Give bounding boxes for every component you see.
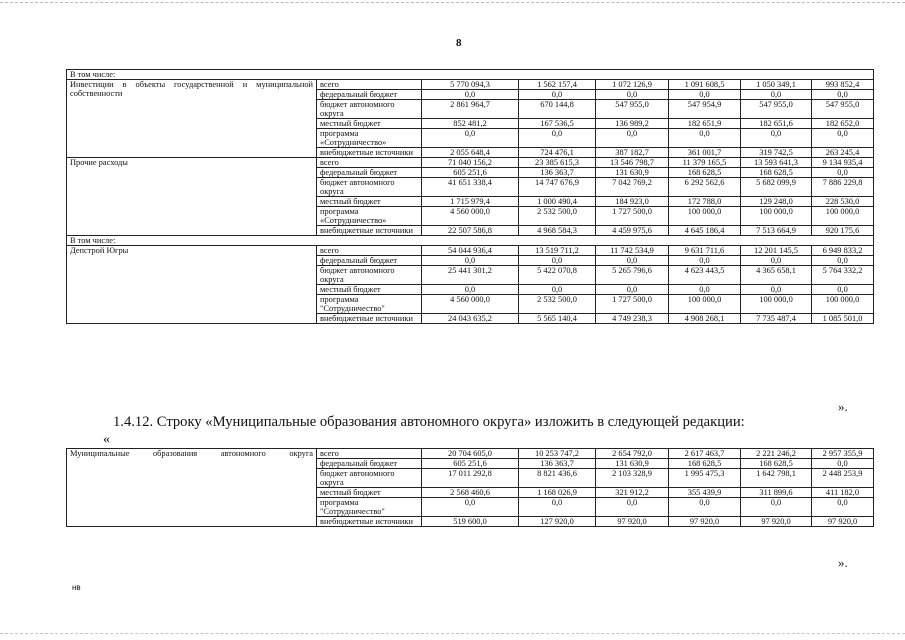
source-label: местный бюджет [317, 197, 422, 207]
value-cell: 1 727 500,0 [596, 295, 669, 314]
value-cell: 0,0 [519, 256, 596, 266]
value-cell: 184 923,0 [596, 197, 669, 207]
value-cell: 2 957 355,9 [812, 449, 874, 459]
source-label: местный бюджет [317, 119, 422, 129]
value-cell: 361 001,7 [669, 148, 741, 158]
value-cell: 0,0 [596, 129, 669, 148]
value-cell: 0,0 [596, 90, 669, 100]
source-label: бюджет автономного округа [317, 266, 422, 285]
source-label: всего [317, 246, 422, 256]
value-cell: 100 000,0 [669, 295, 741, 314]
value-cell: 127 920,0 [519, 517, 596, 527]
source-label: программа «Сотрудничество» [317, 207, 422, 226]
value-cell: 0,0 [669, 285, 741, 295]
source-label: федеральный бюджет [317, 459, 422, 469]
source-label: федеральный бюджет [317, 256, 422, 266]
value-cell: 131 630,9 [596, 459, 669, 469]
value-cell: 71 040 156,2 [422, 158, 519, 168]
value-cell: 20 704 605,0 [422, 449, 519, 459]
source-label: программа "Сотрудничество" [317, 295, 422, 314]
value-cell: 13 546 798,7 [596, 158, 669, 168]
value-cell: 136 363,7 [519, 168, 596, 178]
value-cell: 547 955,0 [812, 100, 874, 119]
section-header-row [67, 70, 874, 80]
value-cell: 1 091 608,5 [669, 80, 741, 90]
value-cell: 4 560 000,0 [422, 207, 519, 226]
source-label: внебюджетные источники [317, 226, 422, 236]
value-cell: 24 043 635,2 [422, 314, 519, 324]
value-cell: 0,0 [669, 498, 741, 517]
value-cell: 0,0 [812, 285, 874, 295]
amendment-paragraph: 1.4.12. Строку «Муниципальные образования автономного округа» изложить в следующей редакции: [113, 414, 745, 430]
value-cell: 547 955,0 [596, 100, 669, 119]
value-cell: 5 565 140,4 [519, 314, 596, 324]
value-cell: 11 379 165,5 [669, 158, 741, 168]
value-cell: 23 385 615,3 [519, 158, 596, 168]
value-cell: 54 044 936,4 [422, 246, 519, 256]
value-cell: 168 628,5 [669, 459, 741, 469]
category-name: Прочие расходы [67, 158, 317, 236]
value-cell: 13 593 641,3 [741, 158, 812, 168]
value-cell: 0,0 [519, 90, 596, 100]
closing-quote: ». [838, 399, 848, 414]
value-cell: 4 623 443,5 [669, 266, 741, 285]
value-cell: 605 251,6 [422, 459, 519, 469]
value-cell: 4 968 584,3 [519, 226, 596, 236]
section-header-row [67, 236, 874, 246]
value-cell: 100 000,0 [812, 207, 874, 226]
value-cell: 321 912,2 [596, 488, 669, 498]
source-label: федеральный бюджет [317, 168, 422, 178]
value-cell: 129 248,0 [741, 197, 812, 207]
category-name: Депстрой Югры [67, 246, 317, 324]
value-cell: 13 519 711,2 [519, 246, 596, 256]
source-label: всего [317, 158, 422, 168]
value-cell: 2 221 246,2 [741, 449, 812, 459]
source-label: бюджет автономного округа [317, 469, 422, 488]
value-cell: 0,0 [596, 498, 669, 517]
value-cell: 168 628,5 [741, 168, 812, 178]
value-cell: 0,0 [596, 285, 669, 295]
value-cell: 0,0 [422, 129, 519, 148]
value-cell: 0,0 [422, 498, 519, 517]
value-cell: 0,0 [741, 129, 812, 148]
value-cell: 355 439,9 [669, 488, 741, 498]
value-cell: 0,0 [741, 498, 812, 517]
value-cell: 2 055 648,4 [422, 148, 519, 158]
source-label: всего [317, 449, 422, 459]
value-cell: 5 682 099,9 [741, 178, 812, 197]
value-cell: 2 532 500,0 [519, 295, 596, 314]
value-cell: 6 292 562,6 [669, 178, 741, 197]
page-number: 8 [456, 37, 462, 49]
value-cell: 605 251,6 [422, 168, 519, 178]
value-cell: 1 715 979,4 [422, 197, 519, 207]
value-cell: 5 770 094,3 [422, 80, 519, 90]
value-cell: 167 536,5 [519, 119, 596, 129]
value-cell: 136 363,7 [519, 459, 596, 469]
value-cell: 136 989,2 [596, 119, 669, 129]
value-cell: 1 085 501,0 [812, 314, 874, 324]
value-cell: 547 954,9 [669, 100, 741, 119]
value-cell: 0,0 [812, 129, 874, 148]
value-cell: 0,0 [812, 498, 874, 517]
value-cell: 7 042 769,2 [596, 178, 669, 197]
scan-edge-top [0, 2, 905, 3]
value-cell: 0,0 [812, 256, 874, 266]
value-cell: 100 000,0 [812, 295, 874, 314]
value-cell: 5 422 070,8 [519, 266, 596, 285]
value-cell: 4 459 975,6 [596, 226, 669, 236]
municipal-table [66, 448, 874, 527]
value-cell: 4 645 186,4 [669, 226, 741, 236]
value-cell: 1 050 349,1 [741, 80, 812, 90]
value-cell: 0,0 [669, 129, 741, 148]
source-label: внебюджетные источники [317, 148, 422, 158]
value-cell: 7 735 487,4 [741, 314, 812, 324]
value-cell: 2 448 253,9 [812, 469, 874, 488]
value-cell: 5 265 796,6 [596, 266, 669, 285]
value-cell: 2 568 460,6 [422, 488, 519, 498]
category-name: Муниципальные образования автономного округа [67, 449, 317, 527]
value-cell: 993 852,4 [812, 80, 874, 90]
value-cell: 6 949 833,2 [812, 246, 874, 256]
value-cell: 9 134 935,4 [812, 158, 874, 168]
opening-quote: « [103, 432, 110, 447]
value-cell: 0,0 [812, 459, 874, 469]
value-cell: 263 245,4 [812, 148, 874, 158]
value-cell: 0,0 [519, 285, 596, 295]
value-cell: 670 144,8 [519, 100, 596, 119]
table-row [67, 158, 874, 168]
value-cell: 0,0 [812, 168, 874, 178]
value-cell: 182 651,6 [741, 119, 812, 129]
table-row [67, 246, 874, 256]
value-cell: 9 631 711,6 [669, 246, 741, 256]
value-cell: 10 253 747,2 [519, 449, 596, 459]
value-cell: 17 011 292,8 [422, 469, 519, 488]
value-cell: 1 642 798,1 [741, 469, 812, 488]
budget-table [66, 69, 874, 324]
value-cell: 852 481,2 [422, 119, 519, 129]
value-cell: 319 742,5 [741, 148, 812, 158]
value-cell: 2 532 500,0 [519, 207, 596, 226]
value-cell: 4 908 268,1 [669, 314, 741, 324]
value-cell: 228 530,0 [812, 197, 874, 207]
value-cell: 0,0 [741, 256, 812, 266]
value-cell: 14 747 676,9 [519, 178, 596, 197]
value-cell: 97 920,0 [596, 517, 669, 527]
table-row [67, 80, 874, 90]
value-cell: 2 654 792,0 [596, 449, 669, 459]
value-cell: 0,0 [596, 256, 669, 266]
value-cell: 168 628,5 [741, 459, 812, 469]
value-cell: 41 651 338,4 [422, 178, 519, 197]
source-label: местный бюджет [317, 488, 422, 498]
value-cell: 100 000,0 [741, 207, 812, 226]
value-cell: 0,0 [669, 256, 741, 266]
value-cell: 2 861 964,7 [422, 100, 519, 119]
source-label: бюджет автономного округа [317, 100, 422, 119]
value-cell: 131 630,9 [596, 168, 669, 178]
value-cell: 8 821 436,6 [519, 469, 596, 488]
section-header: В том числе: [67, 236, 874, 246]
value-cell: 2 617 463,7 [669, 449, 741, 459]
table-row [67, 449, 874, 459]
value-cell: 1 562 157,4 [519, 80, 596, 90]
value-cell: 4 560 000,0 [422, 295, 519, 314]
value-cell: 100 000,0 [669, 207, 741, 226]
value-cell: 0,0 [519, 129, 596, 148]
value-cell: 0,0 [812, 90, 874, 100]
value-cell: 22 507 586,8 [422, 226, 519, 236]
value-cell: 547 955,0 [741, 100, 812, 119]
value-cell: 97 920,0 [741, 517, 812, 527]
value-cell: 724 476,1 [519, 148, 596, 158]
value-cell: 0,0 [741, 285, 812, 295]
value-cell: 1 995 475,3 [669, 469, 741, 488]
value-cell: 0,0 [422, 256, 519, 266]
value-cell: 1 168 026,9 [519, 488, 596, 498]
source-label: местный бюджет [317, 285, 422, 295]
value-cell: 519 600,0 [422, 517, 519, 527]
scan-edge-bottom [0, 633, 905, 634]
value-cell: 11 742 534,9 [596, 246, 669, 256]
value-cell: 1 727 500,0 [596, 207, 669, 226]
closing-quote-2: ». [838, 555, 848, 570]
value-cell: 168 628,5 [669, 168, 741, 178]
value-cell: 100 000,0 [741, 295, 812, 314]
value-cell: 311 899,6 [741, 488, 812, 498]
value-cell: 0,0 [741, 90, 812, 100]
value-cell: 172 788,0 [669, 197, 741, 207]
value-cell: 182 651,9 [669, 119, 741, 129]
source-label: внебюджетные источники [317, 517, 422, 527]
value-cell: 4 365 658,1 [741, 266, 812, 285]
source-label: программа «Сотрудничество» [317, 129, 422, 148]
section-header: В том числе: [67, 70, 874, 80]
value-cell: 0,0 [519, 498, 596, 517]
category-name: Инвестиции в объекты государственной и муниципальной собственности [67, 80, 317, 158]
source-label: всего [317, 80, 422, 90]
value-cell: 0,0 [669, 90, 741, 100]
value-cell: 387 182,7 [596, 148, 669, 158]
source-label: программа "Сотрудничество" [317, 498, 422, 517]
value-cell: 12 201 145,5 [741, 246, 812, 256]
value-cell: 7 513 664,9 [741, 226, 812, 236]
source-label: внебюджетные источники [317, 314, 422, 324]
value-cell: 25 441 301,2 [422, 266, 519, 285]
value-cell: 97 920,0 [669, 517, 741, 527]
value-cell: 4 749 238,3 [596, 314, 669, 324]
value-cell: 411 182,0 [812, 488, 874, 498]
value-cell: 182 652,0 [812, 119, 874, 129]
author-initials: нв [72, 583, 81, 592]
source-label: федеральный бюджет [317, 90, 422, 100]
value-cell: 7 886 229,8 [812, 178, 874, 197]
value-cell: 1 000 490,4 [519, 197, 596, 207]
value-cell: 0,0 [422, 285, 519, 295]
value-cell: 0,0 [422, 90, 519, 100]
value-cell: 2 103 328,9 [596, 469, 669, 488]
value-cell: 5 764 332,2 [812, 266, 874, 285]
source-label: бюджет автономного округа [317, 178, 422, 197]
value-cell: 97 920,0 [812, 517, 874, 527]
value-cell: 920 175,6 [812, 226, 874, 236]
value-cell: 1 072 126,9 [596, 80, 669, 90]
